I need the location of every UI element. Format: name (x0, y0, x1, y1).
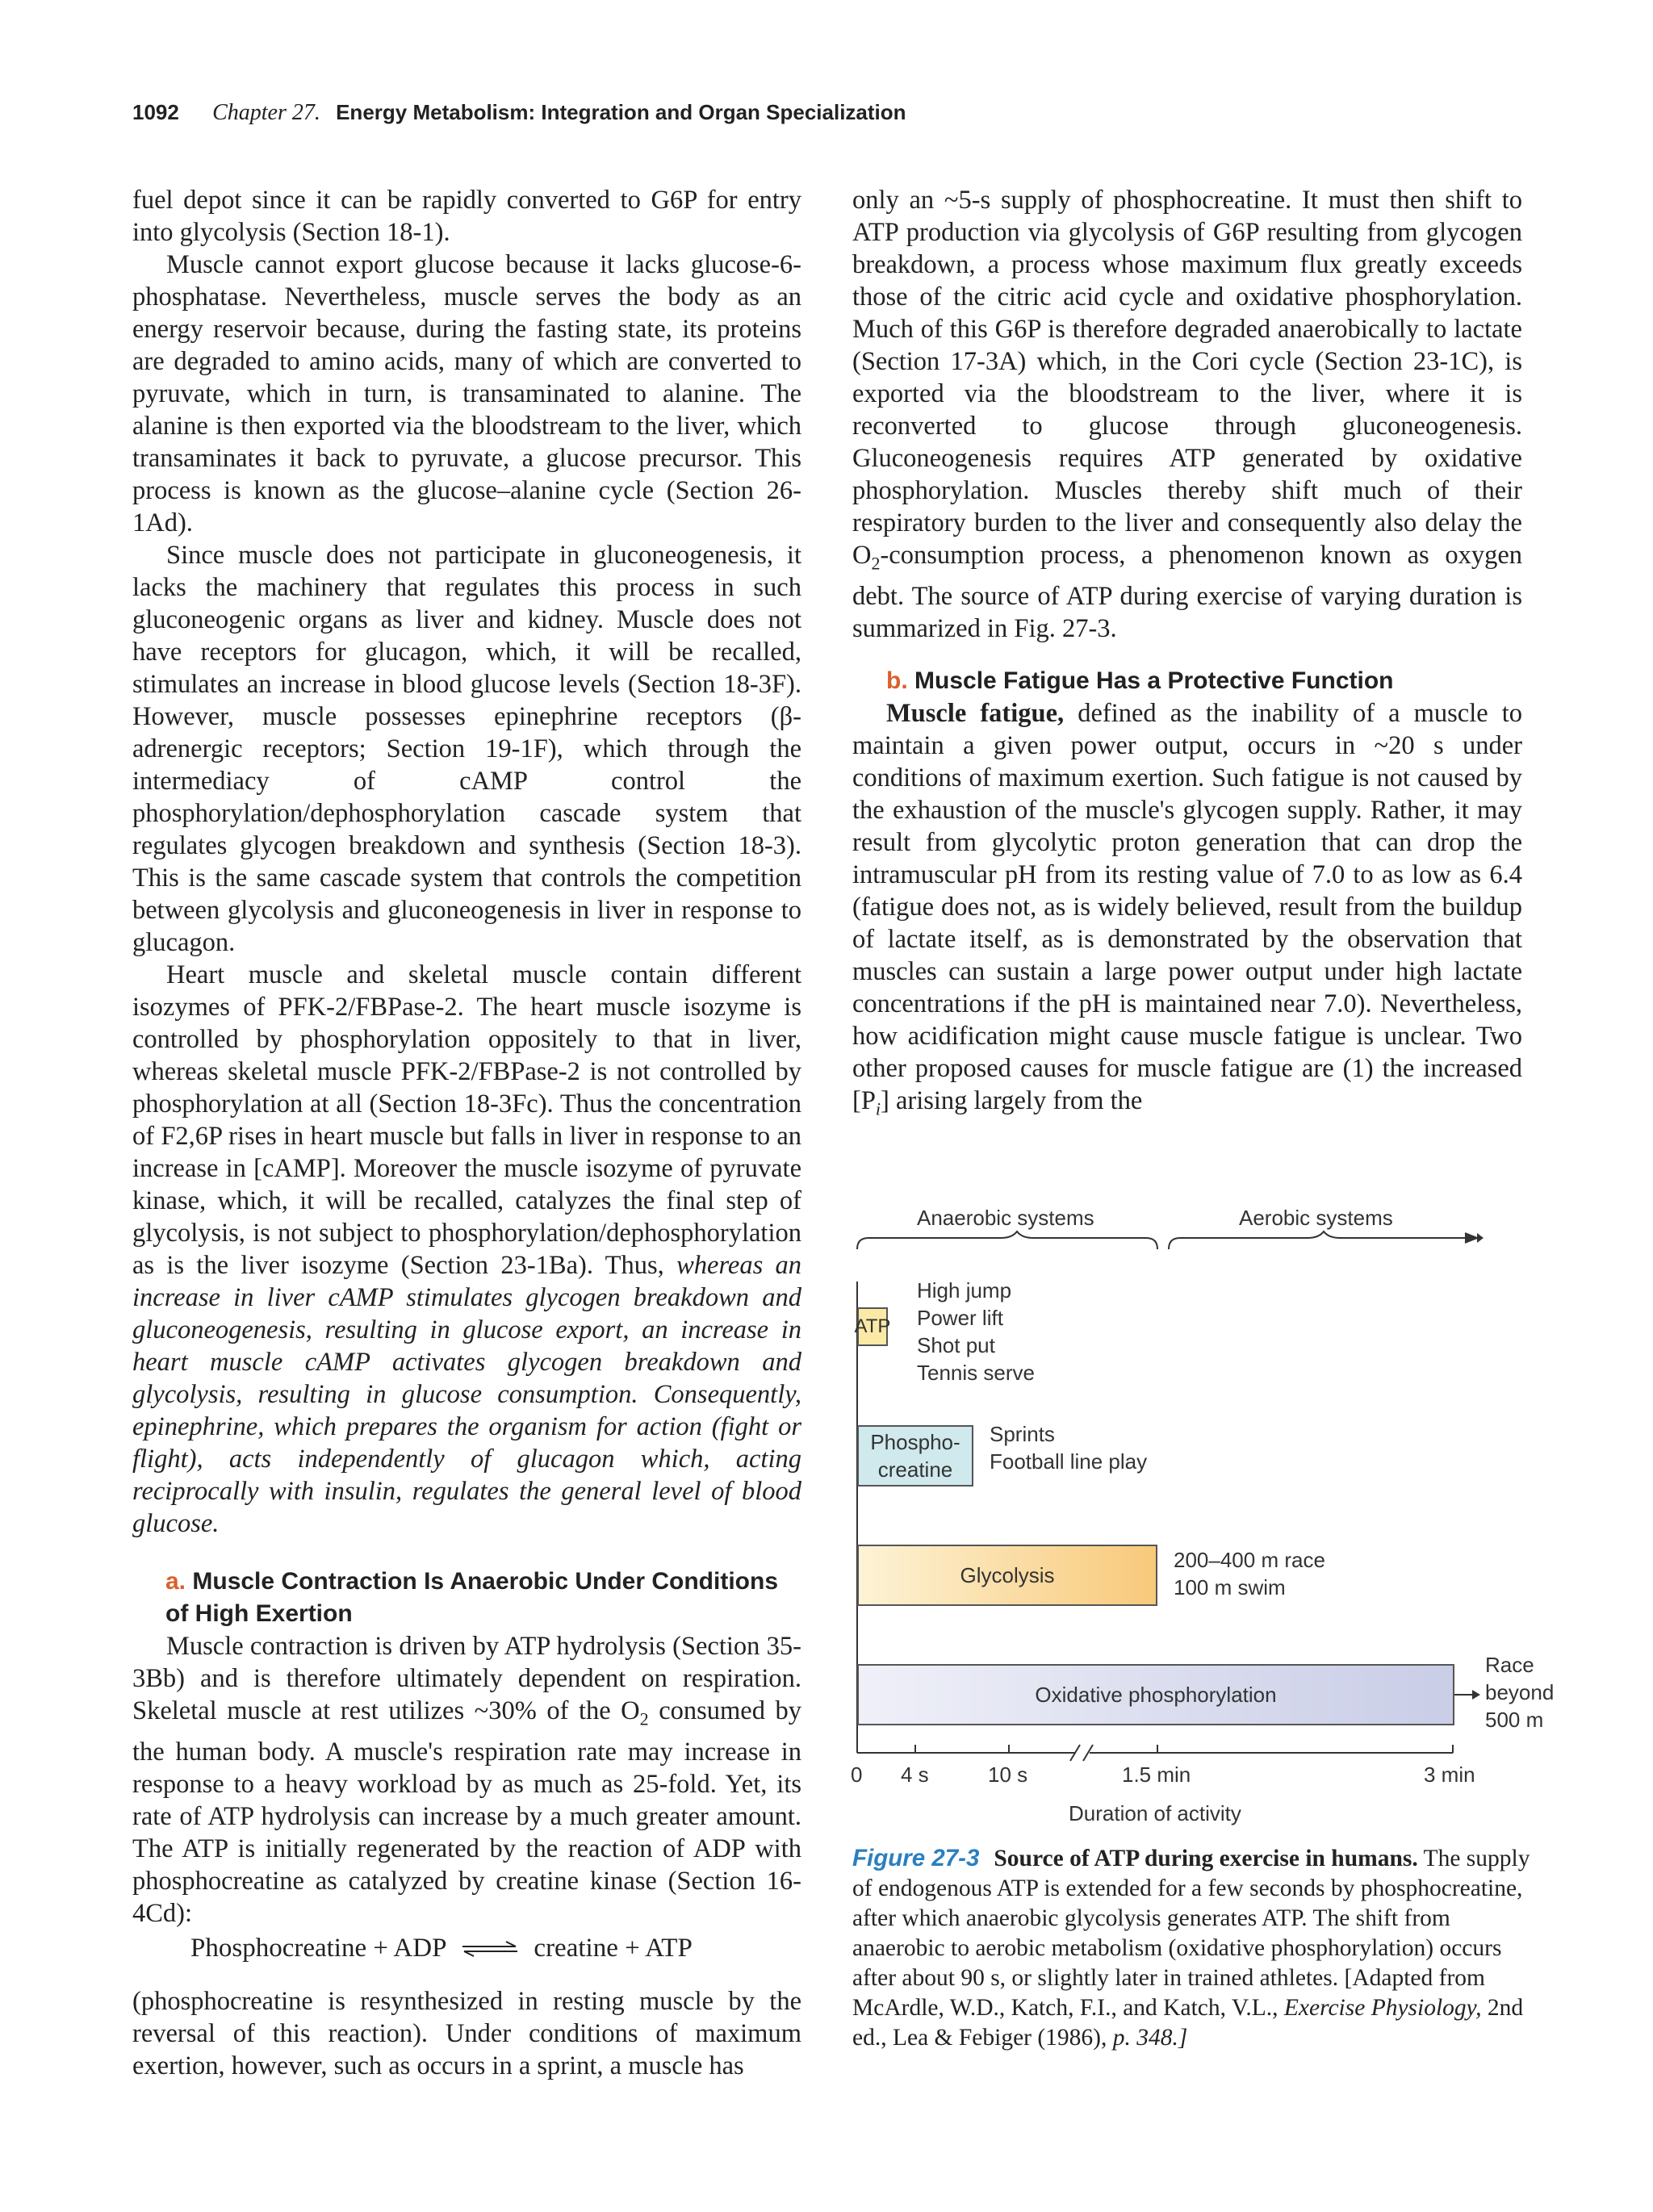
atp-activities (917, 1277, 1035, 1386)
heading-text: Muscle Contraction Is Anaerobic Under Conditions of High Exertion (165, 1568, 778, 1627)
paragraph (852, 697, 1522, 1126)
activity-label: Race (1485, 1653, 1534, 1677)
phosphocreatine-box (857, 1425, 973, 1487)
italic-summary: whereas an increase in liver cAMP stimulates glycogen breakdown and gluconeogenesis, resulting in glucose export, an increase in heart muscle cAMP activates glycogen breakdown and glycolysis, resulting in glucose consumption. Consequently, epinephrine, which prepares the organism for action (fight or flight), acts independently of glucagon which, acting reciprocally with insulin, regulates the general level of blood glucose. (132, 1251, 801, 1538)
equation-products: creatine + ATP (534, 1934, 693, 1963)
paragraph-text: defined as the inability of a muscle to maintain a given power output, occurs in ~20 s under conditions of maximum exertion. Such fatigue is not caused by the exhaustion of the muscle's glycogen supply. Rather, it may result from glycolytic proton generation that can drop the intramuscular pH from its resting value of 7.0 to as low as 6.4 (fatigue does not, as is widely believed, result from the buildup of lactate itself, as is demonstrated by the observation that muscles can sustain a large power output under high lactate concentrations if the pH is maintained near 7.0). Nevertheless, how acidification might cause muscle fatigue is unclear. Two other proposed causes for muscle fatigue are (1) the increased [P (852, 699, 1522, 1115)
left-column-end (132, 1985, 801, 2082)
anaerobic-systems-label: Anaerobic systems (917, 1206, 1094, 1230)
activity-label: 100 m swim (1174, 1575, 1286, 1599)
aerobic-systems-label: Aerobic systems (1239, 1206, 1393, 1230)
running-header (132, 100, 906, 126)
arrowhead-icon (1472, 1690, 1480, 1700)
page-number: 1092 (132, 100, 179, 124)
equilibrium-arrow-icon (461, 1941, 519, 1957)
section-heading-a (165, 1566, 779, 1630)
paragraph: fuel depot since it can be rapidly converted to G6P for entry into glycolysis (Section 18-1). (132, 186, 801, 247)
activity-label: Tennis serve (917, 1361, 1035, 1385)
glycolysis-box: Glycolysis (857, 1545, 1157, 1606)
subscript: 2 (639, 1708, 649, 1729)
caption-text: The supply of endogenous ATP is extended for a few seconds by phosphocreatine, after which anaerobic glycolysis generates ATP. The shift from anaerobic to aerobic metabolism (oxidative phosphorylation) occurs after about 90 s, or slightly later in trained athletes. [Adapted from McArdle, W.D., Katch, F.I., and Katch, V.L., (852, 1846, 1530, 2021)
atp-box: ATP (857, 1307, 888, 1346)
activity-label: Power lift (917, 1306, 1003, 1330)
activity-label: Shot put (917, 1333, 995, 1357)
paragraph: Muscle cannot export glucose because it lacks glucose-6-phosphatase. Nevertheless, muscle serves the body as an energy reservoir because, during the fasting state, its proteins are degraded to amino acids, many of which are converted to pyruvate, which in turn, is transaminated to alanine. The alanine is then exported via the bloodstream to the liver, which transaminates it back to pyruvate, a glucose precursor. This process is known as the glucose–alanine cycle (Section 26-1Ad). (132, 250, 801, 537)
paragraph-text: Heart muscle and skeletal muscle contain different isozymes of PFK-2/FBPase-2. The heart muscle isozyme is controlled by phosphorylation oppositely to that in liver, whereas skeletal muscle PFK-2/FBPase-2 is not controlled by phosphorylation at all (Section 18-3Fc). Thus the concentration of F2,6P rises in heart muscle but falls in liver in response to an increase in [cAMP]. Moreover the muscle isozyme of pyruvate kinase, which, it will be recalled, catalyzes the final step of glycolysis, is not subject to phosphorylation/dephosphorylation as is the liver isozyme (Section 23-1Ba). Thus, (132, 960, 801, 1280)
chapter-title: Energy Metabolism: Integration and Organ Specialization (336, 100, 906, 124)
paragraph: (phosphocreatine is resynthesized in resting muscle by the reversal of this reaction). Under conditions of maximum exertion, however, such as occurs in a sprint, a muscle has (132, 1987, 801, 2080)
subscript: 2 (871, 553, 881, 574)
oxphos-activities (1485, 1651, 1554, 1733)
activity-label: beyond (1485, 1680, 1555, 1704)
activity-label: 500 m (1485, 1708, 1544, 1732)
activity-label: Sprints (990, 1422, 1055, 1446)
caption-text: 2nd ed., Lea & Febiger (1986), (852, 1995, 1524, 2051)
aerobic-brace (1169, 1231, 1477, 1249)
paragraph: Since muscle does not participate in gluconeogenesis, it lacks the machinery that regulates this process in such gluconeogenic organs as liver and kidney. Muscle does not have receptors for glucagon, which, it will be recalled, stimulates an increase in blood glucose levels (Section 18-3F). However, muscle possesses epinephrine receptors (β-adrenergic receptors; Section 19-1F), which through the intermediacy of cAMP control the phosphorylation/dephosphorylation cascade system that regulates glycogen breakdown and synthesis (Section 18-3). This is the same cascade system that controls the competition between glycolysis and gluconeogenesis in liver in response to glucagon. (132, 541, 801, 957)
section-heading-b (886, 665, 1524, 697)
book-title: Exercise Physiology, (1283, 1995, 1482, 2021)
activity-label: Football line play (990, 1449, 1148, 1474)
paragraph (132, 1630, 801, 1930)
equation-reactants: Phosphocreatine + ADP (190, 1934, 447, 1963)
heading-letter: a. (165, 1568, 186, 1595)
anaerobic-brace (857, 1231, 1157, 1249)
figure-27-3 (839, 1202, 1647, 1848)
box-label: Phospho- (870, 1430, 960, 1454)
box-label: creatine (877, 1457, 953, 1482)
tick-label: 1.5 min (1122, 1762, 1191, 1787)
activity-label: 200–400 m race (1174, 1548, 1325, 1572)
paragraph-text: -consumption process, a phenomenon known as oxygen debt. The source of ATP during exercise of varying duration is summarized in Fig. 27-3. (852, 541, 1522, 643)
chapter-label: Chapter 27. (212, 100, 320, 125)
oxidative-phosphorylation-box: Oxidative phosphorylation (857, 1664, 1454, 1725)
right-column-middle (852, 697, 1522, 1126)
subscript: i (875, 1098, 881, 1119)
glycolysis-activities (1174, 1546, 1325, 1601)
right-column-top (852, 184, 1522, 645)
phosphocreatine-activities (990, 1420, 1147, 1475)
tick-label: 10 s (988, 1762, 1028, 1787)
creatine-kinase-equation (190, 1934, 693, 1963)
paragraph-text: Muscle contraction is driven by ATP hydrolysis (Section 35-3Bb) and is therefore ultimately dependent on respiration. Skeletal muscle at rest utilizes ~30% of the O (132, 1632, 801, 1725)
left-column-top (132, 184, 801, 1540)
figure-number: Figure 27-3 (852, 1845, 980, 1871)
tick-label: 3 min (1424, 1762, 1475, 1787)
bold-term: Muscle fatigue, (886, 699, 1065, 728)
heading-text: Muscle Fatigue Has a Protective Function (914, 667, 1394, 694)
heading-letter: b. (886, 667, 908, 694)
activity-label: High jump (917, 1278, 1012, 1303)
paragraph-text: only an ~5-s supply of phosphocreatine. It must then shift to ATP production via glycolysis of G6P resulting from glycogen breakdown, a process whose maximum flux greatly exceeds those of the citric acid cycle and oxidative phosphorylation. Much of this G6P is therefore degraded anaerobically to lactate (Section 17-3A) which, in the Cori cycle (Section 23-1C), is exported via the bloodstream to the liver, where it is reconverted to glucose through gluconeogenesis. Gluconeogenesis requires ATP generated by oxidative phosphorylation. Muscles thereby shift much of their respiratory burden to the liver and consequently also delay the O (852, 186, 1522, 570)
tick-label: 0 (851, 1762, 863, 1787)
x-axis-title: Duration of activity (1069, 1801, 1241, 1825)
caption-pages: p. 348.] (1112, 2025, 1188, 2051)
figure-caption (852, 1843, 1530, 2053)
paragraph-text: consumed by the human body. A muscle's respiration rate may increase in response to a heavy workload by as much as 25-fold. Yet, its rate of ATP hydrolysis can increase by a much greater amount. The ATP is initially regenerated by the reaction of ADP with phosphocreatine as catalyzed by creatine kinase (Section 16-4Cd): (132, 1696, 801, 1928)
paragraph-text: ] arising largely from the (881, 1086, 1143, 1115)
caption-title: Source of ATP during exercise in humans. (994, 1846, 1418, 1871)
paragraph (132, 959, 801, 1540)
tick-label: 4 s (901, 1762, 929, 1787)
left-column-bottom (132, 1630, 801, 1930)
paragraph (852, 184, 1522, 645)
